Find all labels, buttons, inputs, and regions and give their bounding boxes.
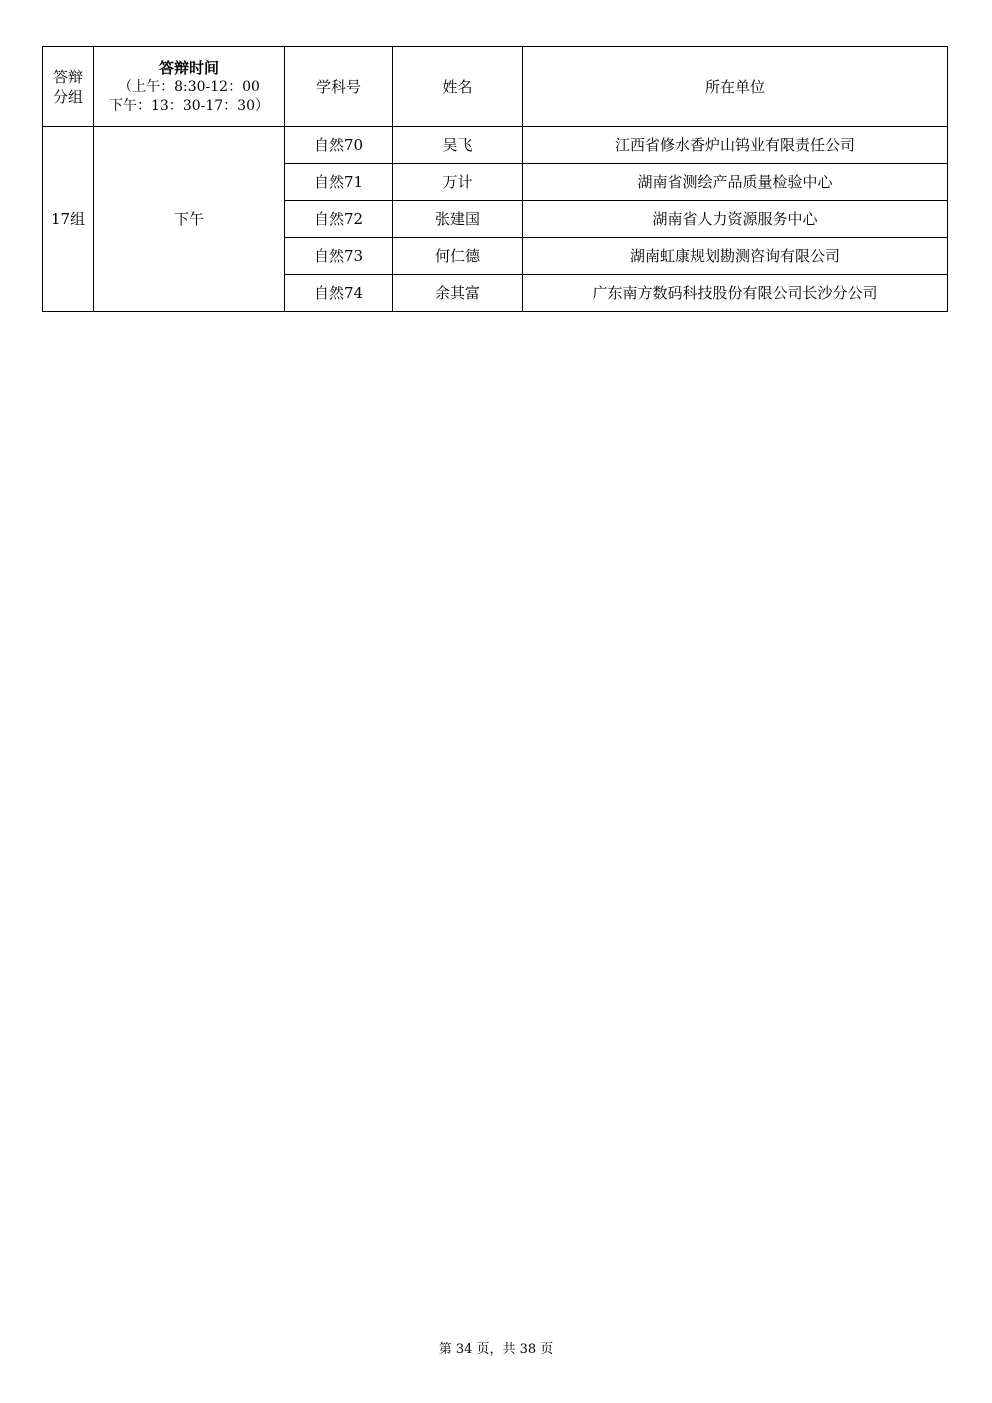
subject-cell: 自然70 — [285, 127, 393, 164]
header-time-line3: 下午：13：30-17：30） — [109, 97, 269, 114]
subject-cell: 自然74 — [285, 275, 393, 312]
page-footer: 第 34 页，共 38 页 — [438, 1342, 554, 1357]
header-row — [43, 47, 948, 127]
group-cell: 17组 — [43, 127, 94, 312]
name-cell: 万计 — [393, 164, 523, 201]
subject-cell: 自然72 — [285, 201, 393, 238]
unit-cell: 江西省修水香炉山钨业有限责任公司 — [523, 127, 948, 164]
name-cell: 何仁德 — [393, 238, 523, 275]
unit-cell: 湖南省测绘产品质量检验中心 — [523, 164, 948, 201]
header-time-line2: （上午：8:30-12：00 — [118, 78, 260, 95]
subject-cell: 自然71 — [285, 164, 393, 201]
header-unit: 所在单位 — [523, 47, 948, 127]
header-group-line1: 答辩 — [52, 67, 83, 86]
defense-schedule-table — [42, 46, 948, 312]
header-name: 姓名 — [393, 47, 523, 127]
time-cell: 下午 — [94, 127, 285, 312]
table-row — [43, 127, 948, 164]
header-group-line2: 分组 — [52, 87, 83, 106]
unit-cell: 湖南省人力资源服务中心 — [523, 201, 948, 238]
header-time-line1: 答辩时间 — [158, 58, 219, 77]
header-group — [43, 47, 94, 127]
unit-cell: 广东南方数码科技股份有限公司长沙分公司 — [523, 275, 948, 312]
header-time — [94, 47, 285, 127]
name-cell: 张建国 — [393, 201, 523, 238]
header-subject: 学科号 — [285, 47, 393, 127]
name-cell: 余其富 — [393, 275, 523, 312]
name-cell: 吴飞 — [393, 127, 523, 164]
unit-cell: 湖南虹康规划勘测咨询有限公司 — [523, 238, 948, 275]
subject-cell: 自然73 — [285, 238, 393, 275]
